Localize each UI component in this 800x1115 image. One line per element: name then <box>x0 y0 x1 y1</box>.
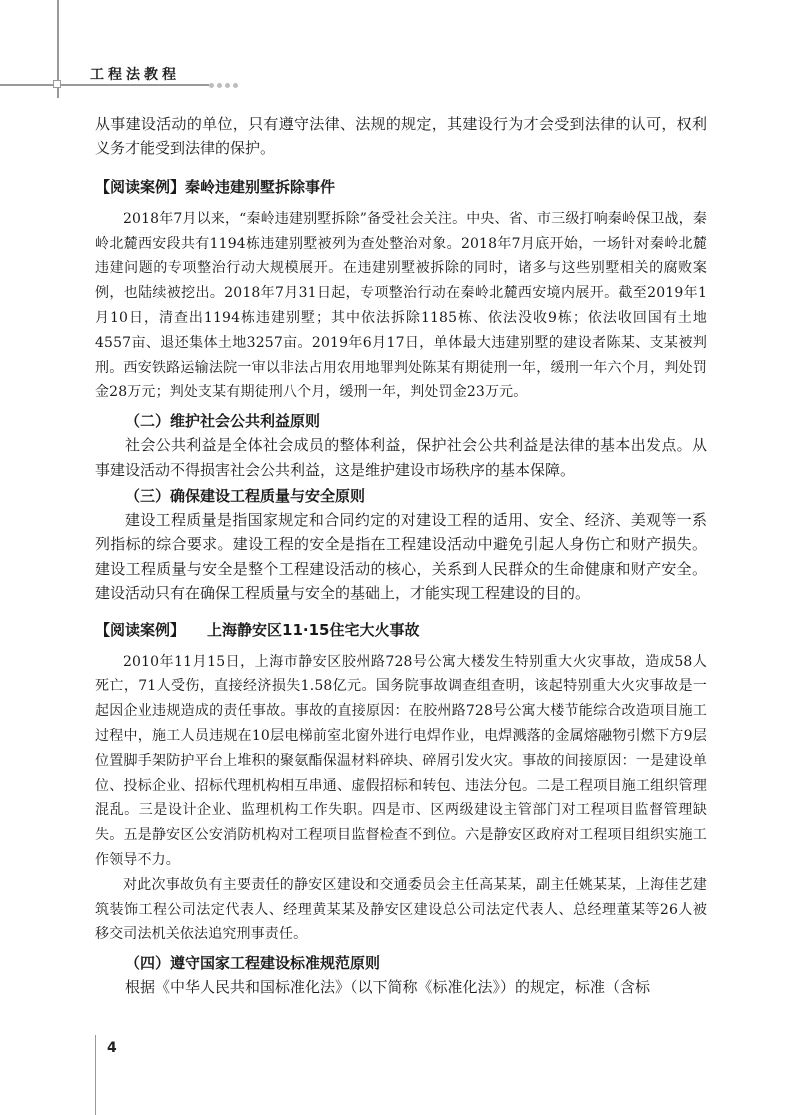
section-heading-public-interest: （二）维护社会公共利益原则 <box>125 412 321 431</box>
case-heading-jingan-fire <box>95 618 707 642</box>
header-horizontal-rule <box>0 84 209 86</box>
running-title: 工程法教程 <box>90 67 180 83</box>
page-header <box>0 0 800 90</box>
case-title: 秦岭违建别墅拆除事件 <box>185 177 336 196</box>
section-paragraph-standards: 根据《中华人民共和国标准化法》（以下简称《标准化法》）的规定，标准（含标 <box>125 978 651 997</box>
intro-paragraph: 从事建设活动的单位，只有遵守法律、法规的规定，其建设行为才会受到法律的认可，权利义务才能受到法律的保护。 <box>95 115 707 158</box>
case-label: 【阅读案例】 <box>95 620 186 639</box>
case-body-qinling: 2018年7月以来，“秦岭违建别墅拆除”备受社会关注。中央、省、市三级打响秦岭保卫战，秦岭北麓西安段共有1194栋违建别墅被列为查处整治对象。2018年7月底开始，一场针对秦岭北麓违建问题的专项整治行动大规模展开。在违建别墅被拆除的同时，诸多与这些别墅相关的腐败案例，也陆续被挖出。2018年7月31日起，专项整治行动在秦岭北麓西安境内展开。截至2019年1月10日，清查出1194栋违建别墅；其中依法拆除1185栋、依法没收9栋；依法收回国有土地4557亩、退还集体土地3257亩。2019年6月17日，单体最大违建别墅的建设者陈某、支某被判刑。西安铁路运输法院一审以非法占用农用地罪判处陈某有期徒刑一年，缓刑一年六个月，判处罚金28万元；判处支某有期徒刑八个月，缓刑一年，判处罚金23万元。 <box>95 210 707 401</box>
section-paragraph-quality-safety: 建设工程质量是指国家规定和合同约定的对建设工程的适用、安全、经济、美观等一系列指标的综合要求。建设工程的安全是指在工程建设活动中避免引起人身伤亡和财产损失。建设工程质量与安全是整个工程建设活动的核心，关系到人民群众的生命健康和财产安全。建设活动只有在确保工程质量与安全的基础上，才能实现工程建设的目的。 <box>95 511 707 603</box>
section-heading-quality-safety: （三）确保建设工程质量与安全原则 <box>125 487 366 505</box>
case-label: 【阅读案例】 <box>95 177 186 196</box>
section-heading-standards: （四）遵守国家工程建设标准规范原则 <box>125 954 381 973</box>
case-body-jingan-fire: 2010年11月15日，上海市静安区胶州路728号公寓大楼发生特别重大火灾事故，造成58人死亡，71人受伤，直接经济损失1.58亿元。国务院事故调查组查明，该起特别重大火灾事故是一起因企业违规造成的责任事故。事故的直接原因：在胶州路728号公寓大楼节能综合改造项目施工过程中，施工人员违规在10层电梯前室北窗外进行电焊作业，电焊溅落的金属熔融物引燃下方9层位置脚手架防护平台上堆积的聚氨酯保温材料碎块、碎屑引发火灾。事故的间接原因：一是建设单位、投标企业、招标代理机构相互串通、虚假招标和转包、违法分包。二是工程项目施工组织管理混乱。三是设计企业、监理机构工作失职。四是市、区两级建设主管部门对工程项目监督管理缺失。五是静安区公安消防机构对工程项目监督检查不到位。六是静安区政府对工程项目组织实施工作领导不力。 <box>95 653 707 868</box>
case-body-jingan-fire-accountability: 对此次事故负有主要责任的静安区建设和交通委员会主任高某某，副主任姚某某，上海佳艺建筑装饰工程公司法定代表人、经理黄某某及静安区建设总公司法定代表人、总经理董某等26人被移交司法机关依法追究刑事责任。 <box>95 876 707 943</box>
page-number: 4 <box>107 1040 117 1056</box>
case-title: 上海静安区11·15住宅大火事故 <box>207 620 420 639</box>
section-paragraph-public-interest: 社会公共利益是全体社会成员的整体利益，保护社会公共利益是法律的基本出发点。从事建设活动不得损害社会公共利益，这是维护建设市场秩序的基本保障。 <box>95 436 707 479</box>
case-heading-qinling <box>95 175 707 199</box>
footer-vertical-rule <box>95 1035 96 1115</box>
header-dotted-rule <box>209 81 238 89</box>
page-body <box>95 112 707 1000</box>
header-corner-square <box>53 80 61 88</box>
